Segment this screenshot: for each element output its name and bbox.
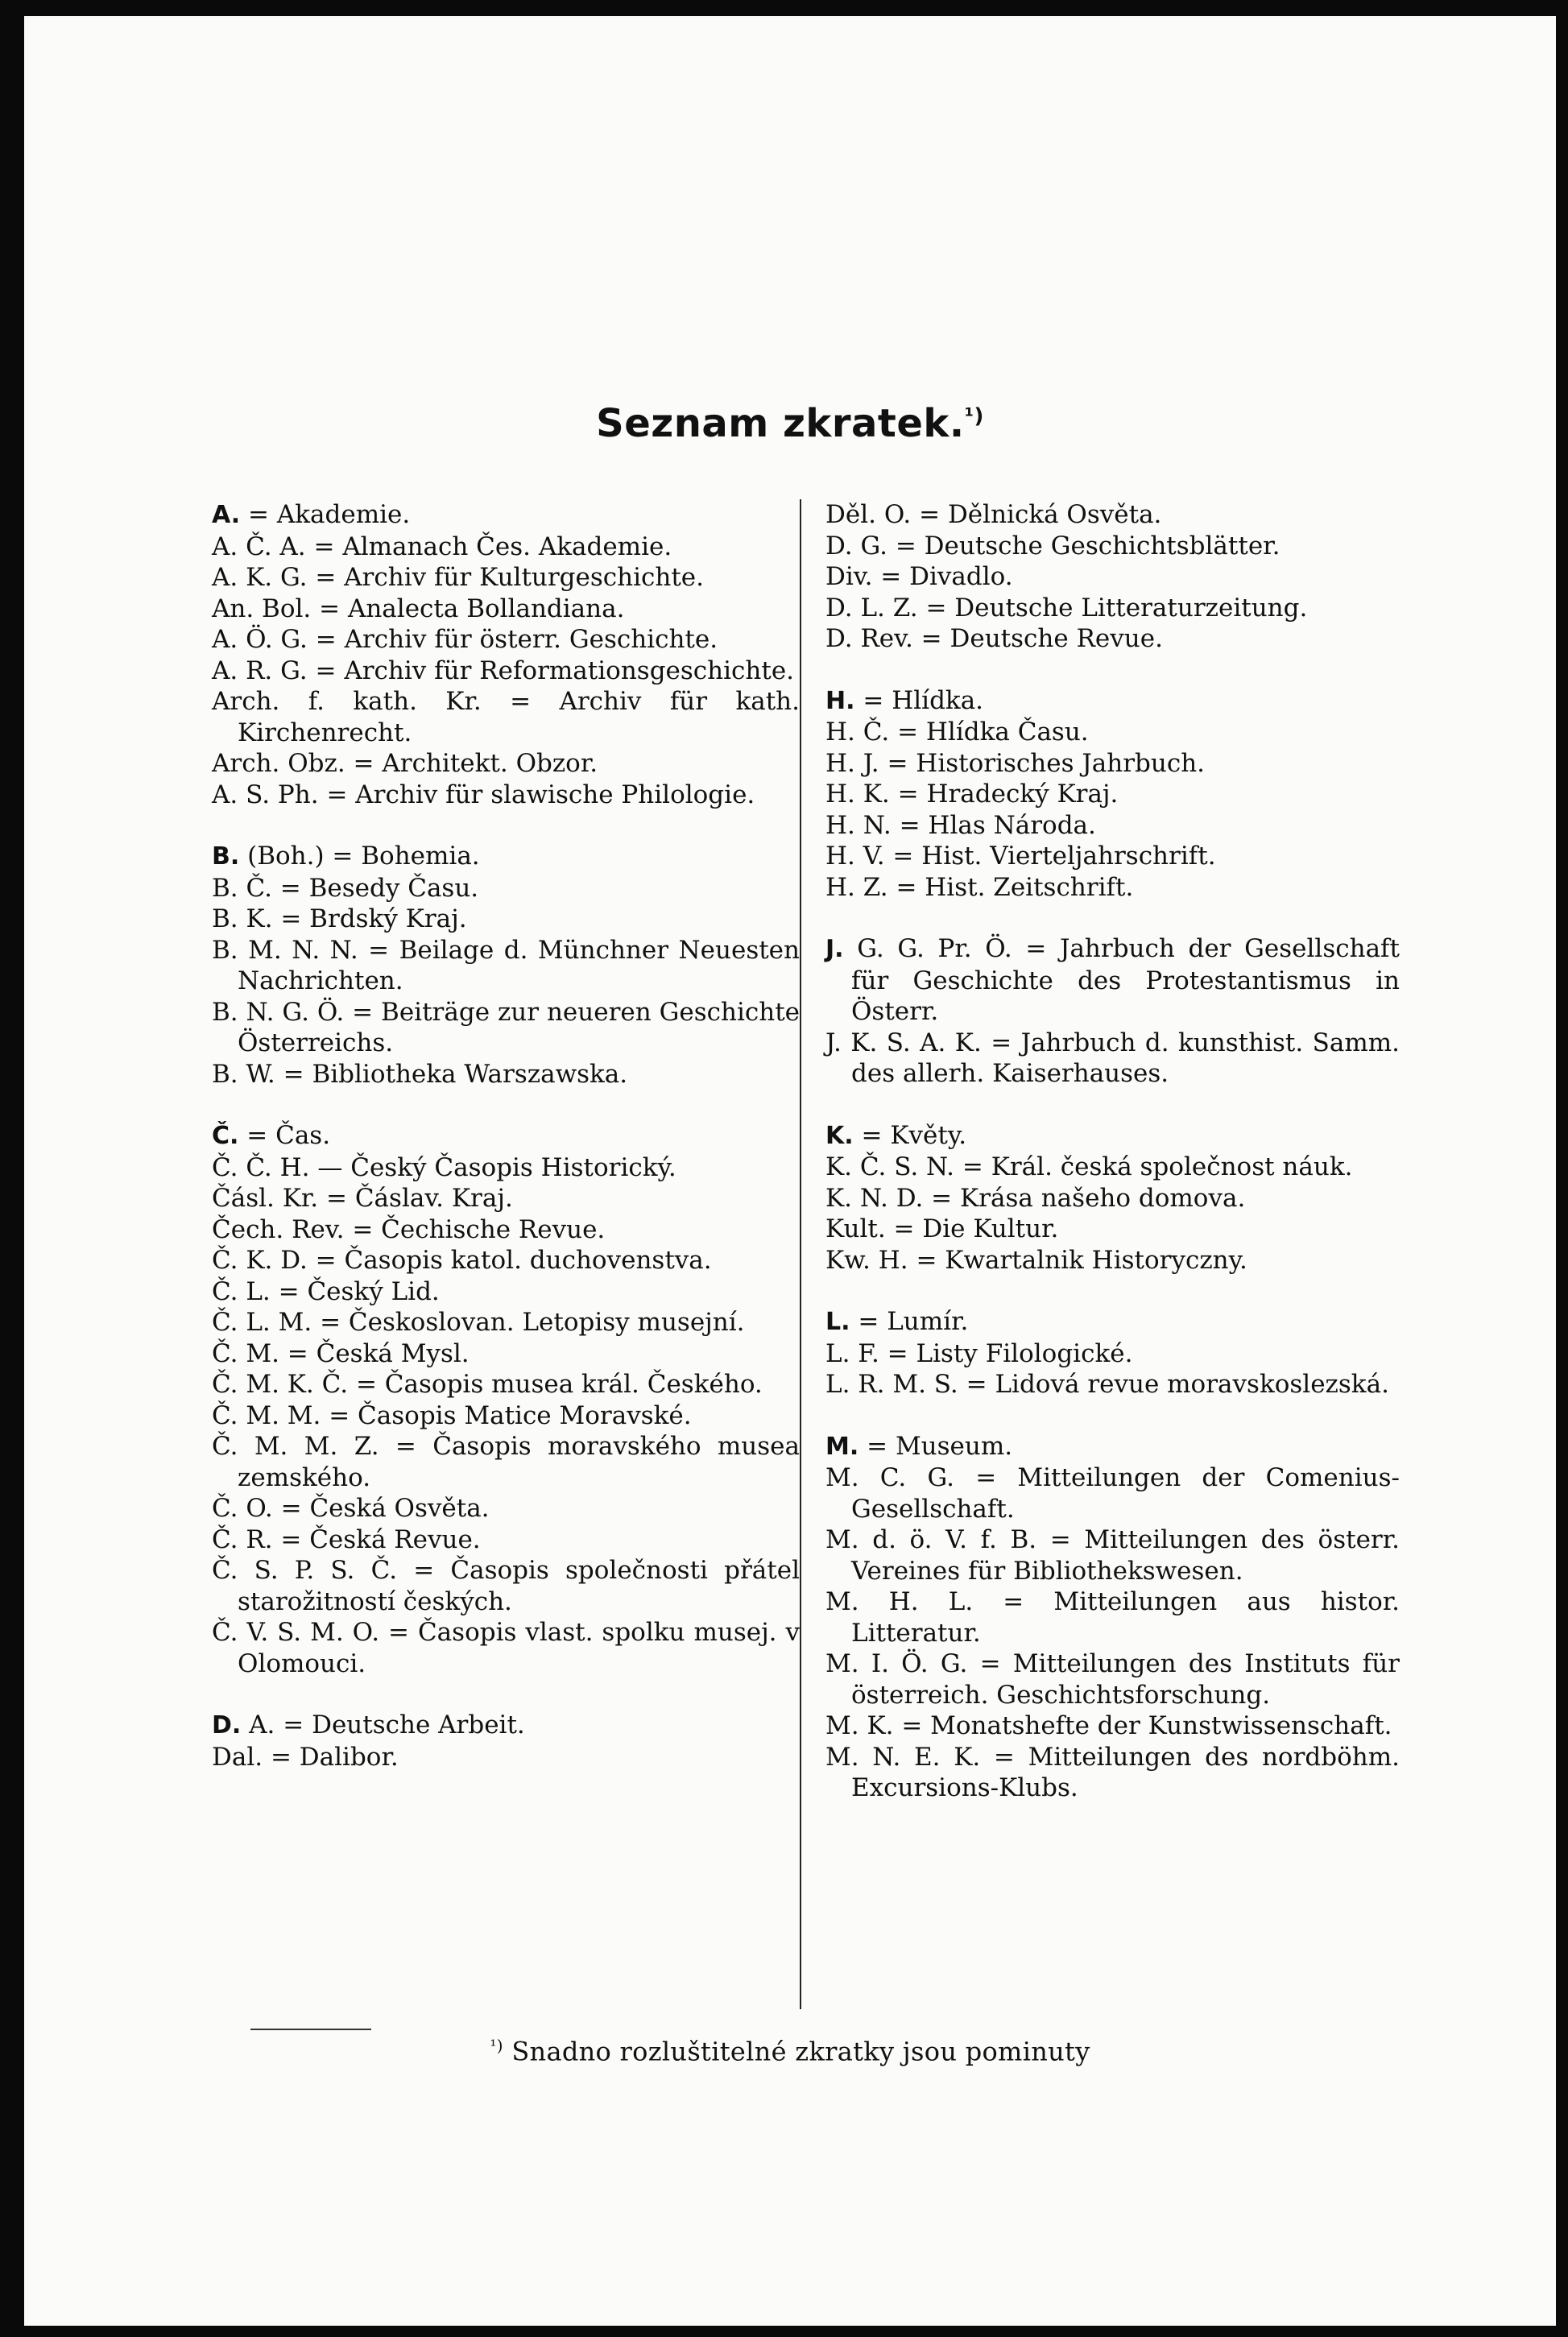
abbreviation-entry [825,1524,1400,1586]
entry-text: Div. = Divadlo. [825,562,1013,591]
entry-text: (Boh.) = Bohemia. [247,842,480,871]
abbreviation-entry [212,841,800,873]
entry-text: A. = Deutsche Arbeit. [249,1710,525,1739]
abbreviation-group [212,1120,800,1679]
abbreviation-entry [212,1524,800,1556]
abbreviation-entry [825,872,1400,904]
entry-text: B. W. = Bibliotheka Warszawska. [212,1059,628,1089]
entry-text: Č. O. = Česká Osvěta. [212,1494,490,1523]
entry-text: Č. L. = Český Lid. [212,1276,440,1306]
entry-text: D. Rev. = Deutsche Revue. [825,624,1163,653]
abbreviation-entry [212,562,800,594]
page-title [24,401,1556,446]
abbreviation-group [825,1306,1400,1400]
entry-text: M. N. E. K. = Mitteilungen des nordböhm. Excursions-Klubs. [825,1742,1400,1802]
abbreviation-entry [212,1152,800,1184]
abbreviation-group [825,499,1400,655]
abbreviation-group [825,1431,1400,1804]
footnote-divider [250,2029,371,2030]
abbreviation-entry [825,1462,1400,1524]
abbreviation-entry [825,717,1400,748]
abbreviation-entry [212,532,800,563]
abbreviation-entry [825,685,1400,718]
entry-text: M. K. = Monatshefte der Kunstwissenschaft. [825,1711,1392,1740]
entry-text: An. Bol. = Analecta Bollandiana. [212,594,625,623]
abbreviation-entry [212,1369,800,1400]
entry-text: Arch. Obz. = Architekt. Obzor. [212,749,598,778]
entry-text: A. K. G. = Archiv für Kulturgeschichte. [212,563,705,592]
entry-text: D. G. = Deutsche Geschichtsblätter. [825,531,1280,560]
entry-text: L. F. = Listy Filologické. [825,1338,1133,1368]
abbreviation-entry [825,593,1400,624]
abbreviation-entry [825,1710,1400,1742]
right-column [800,499,1400,2009]
entry-text: Č. K. D. = Časopis katol. duchovenstva. [212,1246,712,1275]
abbreviation-entry [825,1214,1400,1245]
abbreviation-entry [212,780,800,811]
entry-text: A. R. G. = Archiv für Reformationsgeschichte. [212,656,795,685]
entry-text: Čásl. Kr. = Čáslav. Kraj. [212,1184,513,1213]
abbreviation-group [825,685,1400,904]
abbreviation-entry [825,1338,1400,1370]
abbreviation-entry [212,1245,800,1276]
abbreviation-group [212,841,800,1090]
abbreviation-entry [212,1555,800,1617]
entry-text: Č. L. M. = Českoslovan. Letopisy musejní. [212,1308,745,1337]
abbreviation-entry [825,531,1400,562]
entry-text: B. M. N. N. = Beilage d. Münchner Neuesten Nachrichten. [212,935,800,995]
entry-text: M. C. G. = Mitteilungen der Comenius-Gesellschaft. [825,1463,1400,1524]
entry-text: H. N. = Hlas Národa. [825,810,1096,840]
entry-text: B. Č. = Besedy Času. [212,873,479,903]
abbreviation-entry [825,1306,1400,1338]
entry-text: Č. M. K. Č. = Časopis musea král. Českého. [212,1370,763,1399]
entry-text: = Lumír. [858,1307,969,1336]
abbreviation-entry [212,594,800,625]
entry-text: H. V. = Hist. Vierteljahrschrift. [825,842,1216,871]
section-letter: K. [825,1121,854,1150]
entry-text: Č. M. = Česká Mysl. [212,1338,470,1368]
section-letter: H. [825,686,855,715]
abbreviation-entry [825,1431,1400,1463]
abbreviation-entry [825,623,1400,655]
abbreviation-entry [212,1710,800,1742]
abbreviation-entry [212,1742,800,1773]
abbreviation-entry [212,1338,800,1370]
abbreviation-entry [825,1742,1400,1804]
document-page [24,16,1556,2326]
abbreviation-entry [212,1431,800,1493]
entry-text: K. N. D. = Krása našeho domova. [825,1183,1246,1213]
entry-text: Č. M. M. Z. = Časopis moravského musea zemského. [212,1432,800,1492]
abbreviation-entry [825,933,1400,1028]
abbreviation-entry [212,1214,800,1246]
entry-text: J. K. S. A. K. = Jahrbuch d. kunsthist. Samm. des allerh. Kaiserhauses. [825,1028,1400,1088]
footnote-text: Snadno rozluštitelné zkratky jsou pominuty [511,2036,1090,2067]
section-letter: B. [212,842,240,871]
entry-text: B. N. G. Ö. = Beiträge zur neueren Geschichte Österreichs. [212,997,800,1057]
entry-text: Č. M. M. = Časopis Matice Moravské. [212,1400,692,1430]
abbreviation-entry [212,624,800,656]
section-letter: D. [212,1711,242,1739]
entry-text: = Akademie. [248,500,411,529]
entry-text: = Čas. [246,1121,331,1150]
abbreviation-entry [212,1307,800,1338]
entry-text: Č. V. S. M. O. = Časopis vlast. spolku musej. v Olomouci. [212,1618,800,1678]
abbreviation-entry [825,1120,1400,1152]
entry-text: G. G. Pr. Ö. = Jahrbuch der Gesellschaft für Geschichte des Protestantismus in Österr. [851,934,1400,1026]
abbreviation-entry [212,1183,800,1214]
abbreviation-entry [212,1276,800,1308]
section-letter: J. [825,935,844,963]
abbreviation-group [825,1120,1400,1276]
entry-text: M. I. Ö. G. = Mitteilungen des Instituts für österreich. Geschichtsforschung. [825,1649,1400,1710]
entry-text: = Museum. [867,1431,1013,1461]
entry-text: Dal. = Dalibor. [212,1742,399,1772]
entry-text: Čech. Rev. = Čechische Revue. [212,1214,606,1244]
entry-text: Arch. f. kath. Kr. = Archiv für kath. Kirchenrecht. [212,687,800,747]
entry-text: L. R. M. S. = Lidová revue moravskoslezská. [825,1370,1389,1399]
entry-text: Č. R. = Česká Revue. [212,1524,481,1554]
abbreviation-entry [825,1183,1400,1214]
entry-text: Kw. H. = Kwartalnik Historyczny. [825,1245,1247,1275]
entry-text: B. K. = Brdský Kraj. [212,904,467,933]
abbreviation-entry [212,656,800,687]
abbreviation-entry [212,1400,800,1432]
abbreviation-entry [825,841,1400,872]
entry-text: D. L. Z. = Deutsche Litteraturzeitung. [825,593,1308,623]
abbreviation-entry [212,873,800,904]
section-letter: M. [825,1432,859,1461]
entry-text: Kult. = Die Kultur. [825,1214,1059,1243]
abbreviation-entry [825,779,1400,810]
entry-text: A. Č. A. = Almanach Čes. Akademie. [212,532,672,561]
abbreviation-entry [825,1369,1400,1400]
left-column [212,499,800,1772]
abbreviation-entry [825,1245,1400,1276]
footnote-mark: ¹) [490,2036,503,2055]
abbreviation-entry [212,935,800,997]
entry-text: Č. S. P. S. Č. = Časopis společnosti přátel starožitností českých. [212,1556,800,1616]
abbreviation-entry [825,561,1400,593]
abbreviation-entry [825,1648,1400,1710]
abbreviation-entry [825,1152,1400,1183]
abbreviation-group [825,933,1400,1090]
entry-text: A. Ö. G. = Archiv für österr. Geschichte. [212,625,718,654]
abbreviation-entry [825,499,1400,531]
section-letter: Č. [212,1122,239,1150]
abbreviation-entry [825,748,1400,780]
entry-text: H. Z. = Hist. Zeitschrift. [825,872,1134,902]
entry-text: A. S. Ph. = Archiv für slawische Philologie. [212,780,755,809]
section-letter: A. [212,501,241,529]
abbreviation-group [212,1710,800,1772]
entry-text: M. H. L. = Mitteilungen aus histor. Litteratur. [825,1587,1400,1648]
section-letter: L. [825,1308,850,1336]
title-text: Seznam zkratek. [596,401,965,446]
abbreviation-entry [825,1028,1400,1090]
abbreviation-entry [212,686,800,748]
abbreviation-group [212,499,800,810]
abbreviation-entry [212,748,800,780]
entry-text: Děl. O. = Dělnická Osvěta. [825,500,1162,529]
abbreviation-entry [212,1617,800,1679]
abbreviation-entry [212,499,800,532]
title-footnote-mark: ¹) [964,404,984,428]
footnote [24,2036,1556,2067]
abbreviation-entry [825,810,1400,842]
entry-text: Č. Č. H. — Český Časopis Historický. [212,1152,676,1182]
abbreviation-entry [212,1493,800,1524]
entry-text: = Hlídka. [863,685,984,715]
abbreviation-entry [212,1059,800,1090]
entry-text: K. Č. S. N. = Král. česká společnost náuk. [825,1152,1353,1181]
abbreviation-entry [212,904,800,935]
abbreviation-entry [825,1586,1400,1648]
entry-text: H. Č. = Hlídka Času. [825,718,1089,747]
entry-text: M. d. ö. V. f. B. = Mitteilungen des österr. Vereines für Bibliothekswesen. [825,1525,1400,1586]
entry-text: H. K. = Hradecký Kraj. [825,780,1119,809]
abbreviation-entry [212,997,800,1059]
abbreviation-entry [212,1120,800,1152]
entry-text: = Květy. [861,1120,967,1150]
entry-text: H. J. = Historisches Jahrbuch. [825,748,1206,778]
